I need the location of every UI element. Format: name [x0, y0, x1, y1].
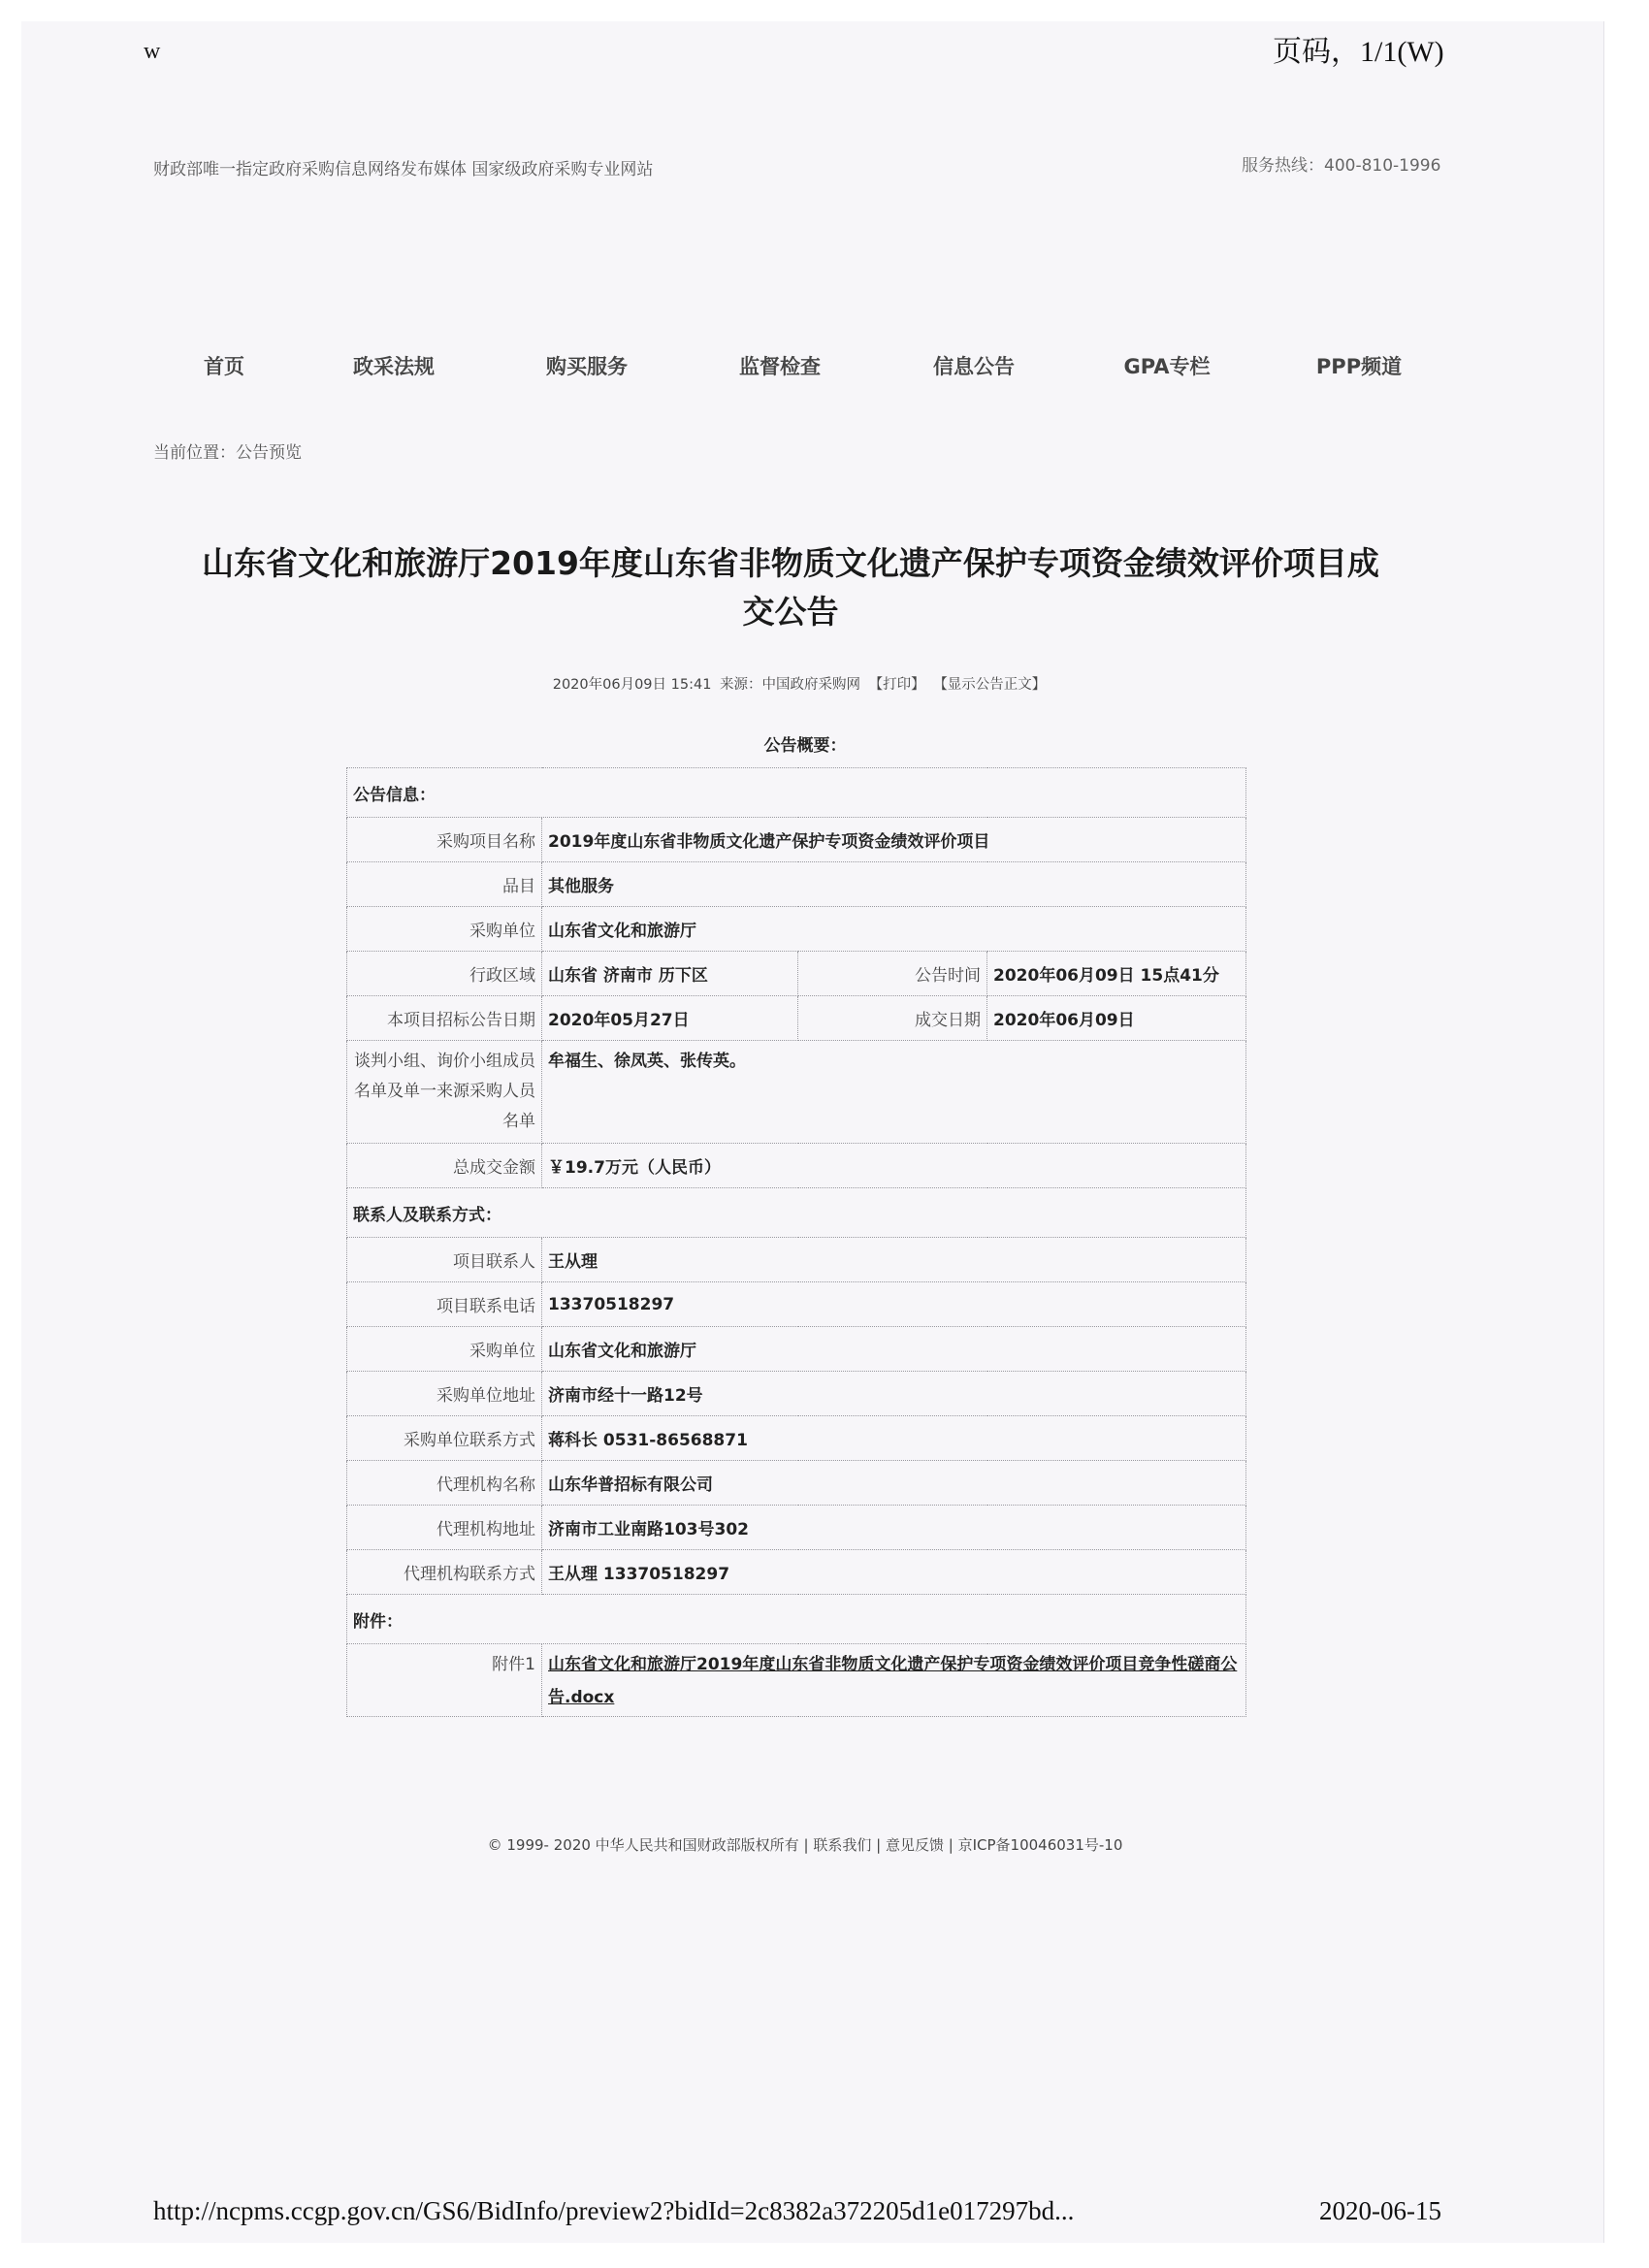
purchaser2-value: 山东省文化和旅游厅 — [542, 1327, 1246, 1372]
panel-label: 谈判小组、询价小组成员名单及单一来源采购人员名单 — [347, 1041, 542, 1144]
region-value: 山东省 济南市 历下区 — [542, 952, 798, 996]
copyright-text: © 1999- 2020 中华人民共和国财政部版权所有 — [487, 1836, 799, 1854]
section-heading-attachments: 附件： — [347, 1595, 1246, 1644]
tender-date-value: 2020年05月27日 — [542, 996, 798, 1041]
purchaser-contact-label: 采购单位联系方式 — [347, 1416, 542, 1461]
nav-supervision[interactable]: 监督检查 — [739, 355, 821, 378]
table-row — [347, 862, 1246, 907]
purchaser-contact-value: 蒋科长 0531-86568871 — [542, 1416, 1246, 1461]
table-row — [347, 1416, 1246, 1461]
table-row — [347, 1644, 1246, 1717]
nav-regulations[interactable]: 政采法规 — [353, 355, 435, 378]
print-page-number: 页码，1/1(W) — [1273, 36, 1444, 68]
feedback-link[interactable]: 意见反馈 — [885, 1836, 944, 1854]
table-row — [347, 952, 1246, 996]
table-row — [347, 1041, 1246, 1144]
agency-address-label: 代理机构地址 — [347, 1506, 542, 1550]
announce-time-label: 公告时间 — [798, 952, 987, 996]
announcement-table — [346, 767, 1246, 1717]
attachment1-cell — [542, 1644, 1246, 1717]
total-amount-label: 总成交金额 — [347, 1144, 542, 1188]
attachment1-label: 附件1 — [347, 1644, 542, 1717]
section-heading-info: 公告信息： — [347, 768, 1246, 818]
breadcrumb: 当前位置：公告预览 — [153, 443, 302, 463]
purchaser-address-value: 济南市经十一路12号 — [542, 1372, 1246, 1416]
title-line-1: 山东省文化和旅游厅2019年度山东省非物质文化遗产保护专项资金绩效评价项目成 — [202, 544, 1379, 582]
footer-separator: | — [876, 1836, 882, 1854]
announce-time-value: 2020年06月09日 15点41分 — [987, 952, 1246, 996]
attachment1-link[interactable]: 山东省文化和旅游厅2019年度山东省非物质文化遗产保护专项资金绩效评价项目竞争性磋商公告.docx — [548, 1655, 1238, 1707]
section-heading-contact: 联系人及联系方式： — [347, 1188, 1246, 1238]
table-row — [347, 1188, 1246, 1238]
summary-heading: 公告概要： — [763, 736, 847, 756]
table-row — [347, 1550, 1246, 1595]
article-source: 来源：中国政府采购网 — [720, 677, 861, 693]
panel-value: 牟福生、徐凤英、张传英。 — [542, 1041, 1246, 1144]
footer-separator: | — [948, 1836, 954, 1854]
agency-name-value: 山东华普招标有限公司 — [542, 1461, 1246, 1506]
total-amount-value: ￥19.7万元（人民币） — [542, 1144, 1246, 1188]
nav-purchase-services[interactable]: 购买服务 — [546, 355, 628, 378]
table-row — [347, 1506, 1246, 1550]
table-row — [347, 1144, 1246, 1188]
project-name-label: 采购项目名称 — [347, 818, 542, 862]
agency-name-label: 代理机构名称 — [347, 1461, 542, 1506]
article-meta — [0, 673, 1599, 694]
table-row — [347, 996, 1246, 1041]
purchaser-label: 采购单位 — [347, 907, 542, 952]
deal-date-value: 2020年06月09日 — [987, 996, 1246, 1041]
page-title — [146, 539, 1436, 636]
agency-address-value: 济南市工业南路103号302 — [542, 1506, 1246, 1550]
title-line-2: 交公告 — [742, 593, 839, 631]
category-value: 其他服务 — [542, 862, 1246, 907]
site-footer — [0, 1834, 1610, 1855]
table-row — [347, 1282, 1246, 1327]
print-footer-date: 2020-06-15 — [1319, 2196, 1441, 2225]
region-label: 行政区域 — [347, 952, 542, 996]
agency-contact-value: 王从理 13370518297 — [542, 1550, 1246, 1595]
show-body-link[interactable]: 【显示公告正文】 — [933, 677, 1047, 693]
nav-ppp[interactable]: PPP频道 — [1315, 355, 1403, 378]
nav-home[interactable]: 首页 — [204, 355, 244, 378]
contact-phone-value: 13370518297 — [542, 1282, 1246, 1327]
table-row — [347, 768, 1246, 818]
site-tagline: 财政部唯一指定政府采购信息网络发布媒体 国家级政府采购专业网站 — [153, 160, 654, 179]
table-row — [347, 818, 1246, 862]
print-footer-url: http://ncpms.ccgp.gov.cn/GS6/BidInfo/preview2?bidId=2c8382a372205d1e017297bd... — [153, 2196, 1075, 2225]
purchaser-value: 山东省文化和旅游厅 — [542, 907, 1246, 952]
footer-separator: | — [803, 1836, 809, 1854]
table-row — [347, 1372, 1246, 1416]
icp-link[interactable]: 京ICP备10046031号-10 — [957, 1836, 1123, 1854]
table-row — [347, 1461, 1246, 1506]
deal-date-label: 成交日期 — [798, 996, 987, 1041]
table-row — [347, 907, 1246, 952]
table-row — [347, 1238, 1246, 1282]
contact-us-link[interactable]: 联系我们 — [813, 1836, 872, 1854]
table-row — [347, 1327, 1246, 1372]
tender-date-label: 本项目招标公告日期 — [347, 996, 542, 1041]
service-hotline: 服务热线：400-810-1996 — [1242, 156, 1441, 176]
purchaser-address-label: 采购单位地址 — [347, 1372, 542, 1416]
contact-phone-label: 项目联系电话 — [347, 1282, 542, 1327]
category-label: 品目 — [347, 862, 542, 907]
contact-person-value: 王从理 — [542, 1238, 1246, 1282]
publish-datetime: 2020年06月09日 15:41 — [552, 677, 712, 693]
agency-contact-label: 代理机构联系方式 — [347, 1550, 542, 1595]
table-row — [347, 1595, 1246, 1644]
nav-announcements[interactable]: 信息公告 — [933, 355, 1015, 378]
project-name-value: 2019年度山东省非物质文化遗产保护专项资金绩效评价项目 — [542, 818, 1246, 862]
main-nav — [0, 351, 1649, 390]
print-link[interactable]: 【打印】 — [868, 677, 925, 693]
print-header-left: w — [144, 39, 161, 64]
nav-gpa[interactable]: GPA专栏 — [1123, 355, 1211, 378]
contact-person-label: 项目联系人 — [347, 1238, 542, 1282]
purchaser2-label: 采购单位 — [347, 1327, 542, 1372]
